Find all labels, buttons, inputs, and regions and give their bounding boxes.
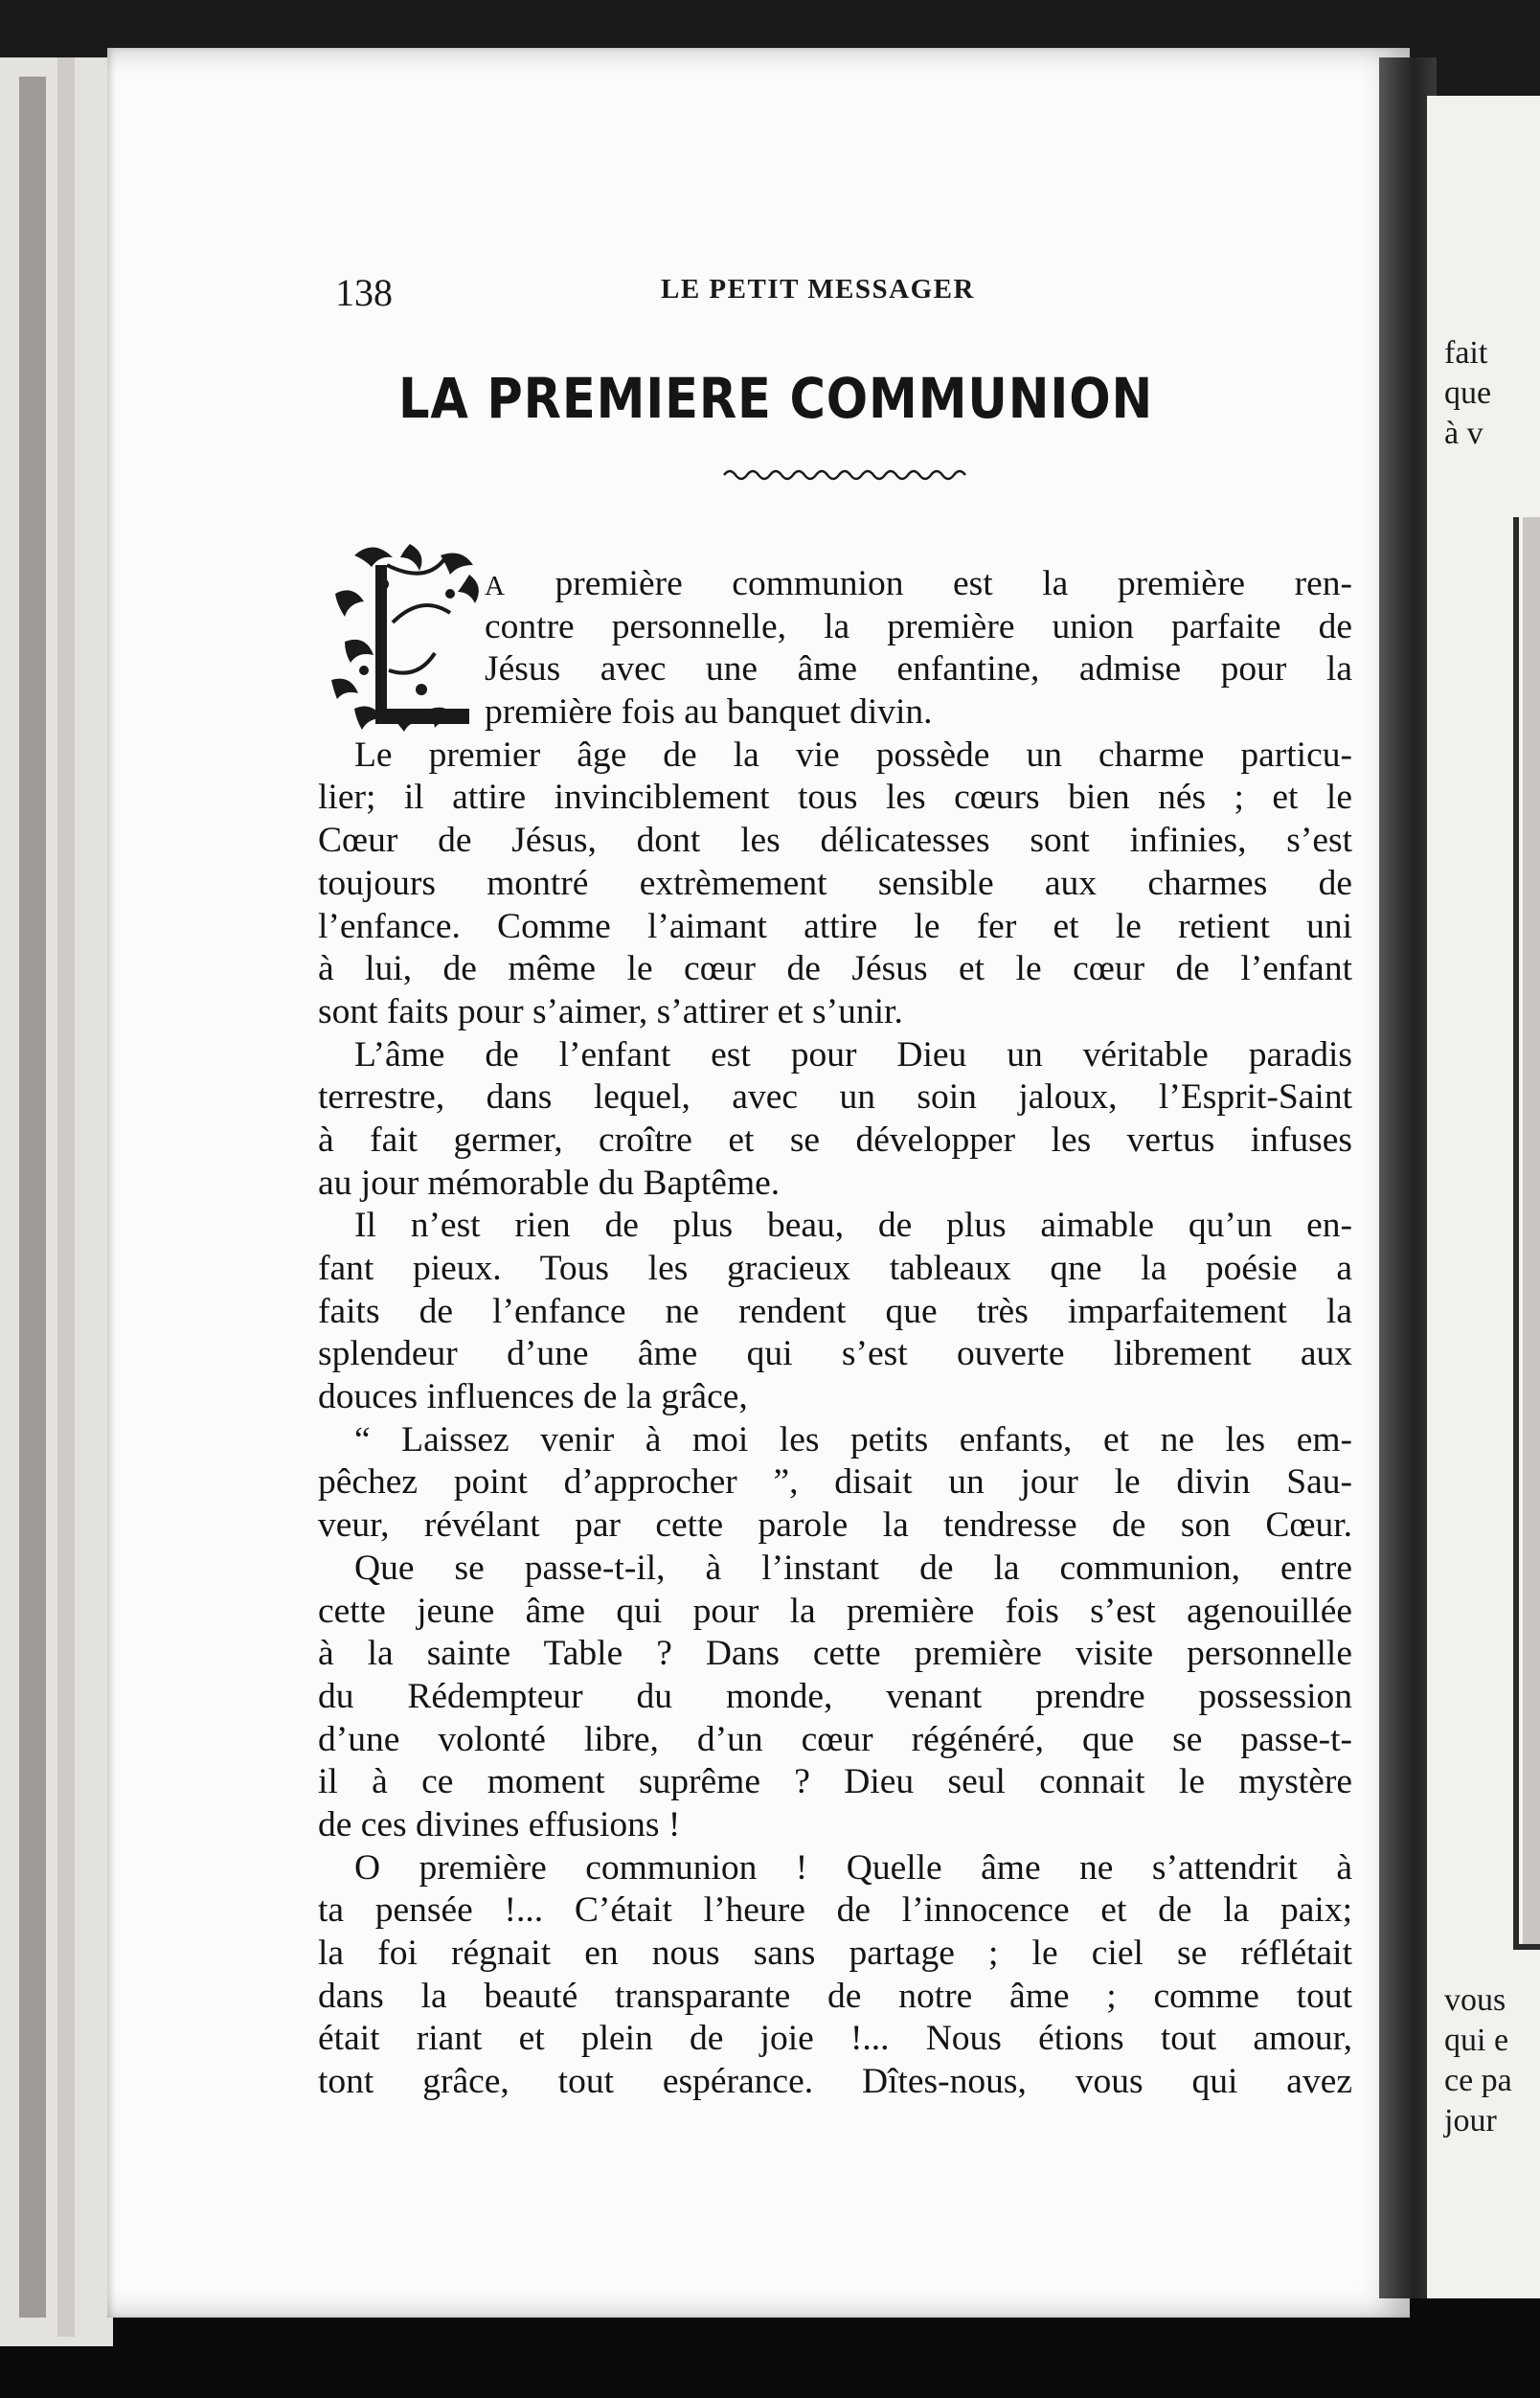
text-line: splendeur d’une âme qui s’est ouverte librement aux bbox=[318, 1334, 1352, 1374]
text-line: L’âme de l’enfant est pour Dieu un véritable paradis bbox=[354, 1034, 1352, 1075]
left-page-edges bbox=[0, 57, 113, 2346]
text-span: première communion est la première ren- bbox=[505, 564, 1352, 603]
text-line: lier; il attire invinciblement tous les cœurs bien nés ; et le bbox=[318, 778, 1352, 818]
text-line: à la sainte Table ? Dans cette première visite personnelle bbox=[318, 1634, 1352, 1674]
text-line: faits de l’enfance ne rendent que très imparfaitement la bbox=[318, 1291, 1352, 1331]
text-line: d’une volonté libre, d’un cœur régénéré, que se passe-t- bbox=[318, 1719, 1352, 1759]
text-line: au jour mémorable du Baptême. bbox=[318, 1163, 781, 1203]
text-line: douces influences de la grâce, bbox=[318, 1377, 748, 1417]
text-line: fant pieux. Tous les gracieux tableaux qne la poésie a bbox=[318, 1249, 1352, 1288]
text-line: O première communion ! Quelle âme ne s’attendrit à bbox=[354, 1847, 1352, 1888]
text-line: l’enfance. Comme l’aimant attire le fer et le retient uni bbox=[318, 906, 1352, 946]
facing-text-fragment: qui e bbox=[1444, 2023, 1509, 2058]
facing-image-fill bbox=[1523, 517, 1540, 1944]
text-line: tont grâce, tout espérance. Dîtes-nous, vous qui avez bbox=[318, 2062, 1352, 2102]
text-line: première fois au banquet divin. bbox=[485, 692, 933, 733]
text-line: à fait germer, croître et se développer les vertus infuses bbox=[318, 1120, 1352, 1160]
small-caps-letter: A bbox=[485, 571, 506, 601]
text-line: de ces divines effusions ! bbox=[318, 1804, 681, 1844]
left-page-stack bbox=[19, 77, 46, 2318]
article-title: LA PREMIERE COMMUNION bbox=[397, 366, 1154, 431]
left-page-stack-inner bbox=[57, 57, 75, 2337]
text-line: il à ce moment suprême ? Dieu seul connait le mystère bbox=[318, 1762, 1352, 1802]
facing-text-fragment: fait bbox=[1444, 335, 1488, 371]
text-line: du Rédempteur du monde, venant prendre possession bbox=[318, 1676, 1352, 1716]
facing-text-fragment: que bbox=[1444, 375, 1492, 411]
facing-text-fragment: à v bbox=[1444, 416, 1483, 451]
text-line: Il n’est rien de plus beau, de plus aimable qu’un en- bbox=[354, 1206, 1352, 1246]
text-line: cette jeune âme qui pour la première fois s’est agenouillée bbox=[318, 1591, 1352, 1631]
facing-text-fragment: vous bbox=[1444, 1982, 1506, 2018]
facing-page bbox=[1427, 96, 1540, 2298]
text-line: Que se passe-t-il, à l’instant de la communion, entre bbox=[354, 1548, 1352, 1588]
text-line: veur, révélant par cette parole la tendresse de son Cœur. bbox=[318, 1505, 1352, 1546]
text-line: à lui, de même le cœur de Jésus et le cœur de l’enfant bbox=[318, 949, 1352, 989]
wavy-ornament bbox=[720, 464, 969, 486]
text-line: Cœur de Jésus, dont les délicatesses sont infinies, s’est bbox=[318, 821, 1352, 861]
running-title: LE PETIT MESSAGER bbox=[661, 274, 975, 305]
page-number: 138 bbox=[335, 271, 393, 314]
text-line: dans la beauté transparante de notre âme ; comme tout bbox=[318, 1976, 1352, 2016]
facing-image-frame bbox=[1513, 517, 1519, 1944]
text-line: ta pensée !... C’était l’heure de l’innocence et de la paix; bbox=[318, 1890, 1352, 1931]
text-line: Jésus avec une âme enfantine, admise pour la bbox=[485, 649, 1352, 690]
facing-text-fragment: ce pa bbox=[1444, 2063, 1512, 2098]
text-line: terrestre, dans lequel, avec un soin jaloux, l’Esprit-Saint bbox=[318, 1077, 1352, 1118]
text-line: était riant et plein de joie !... Nous étions tout amour, bbox=[318, 2019, 1352, 2059]
text-line: contre personnelle, la première union parfaite de bbox=[485, 606, 1352, 646]
text-line bbox=[318, 563, 1352, 606]
text-line: “ Laissez venir à moi les petits enfants, et ne les em- bbox=[354, 1419, 1352, 1459]
page-header bbox=[335, 270, 1235, 314]
facing-text-fragment: jour bbox=[1444, 2103, 1497, 2138]
text-line: la foi régnait en nous sans partage ; le ciel se réflétait bbox=[318, 1934, 1352, 1973]
article-body bbox=[318, 563, 1352, 2104]
text-line: Le premier âge de la vie possède un charme particu- bbox=[354, 735, 1352, 775]
text-line: sont faits pour s’aimer, s’attirer et s’unir. bbox=[318, 991, 903, 1031]
text-line: toujours montré extrèmement sensible aux charmes de bbox=[318, 863, 1352, 903]
facing-image-frame-bottom bbox=[1513, 1944, 1540, 1950]
text-line: pêchez point d’approcher ”, disait un jour le divin Sau- bbox=[318, 1462, 1352, 1503]
